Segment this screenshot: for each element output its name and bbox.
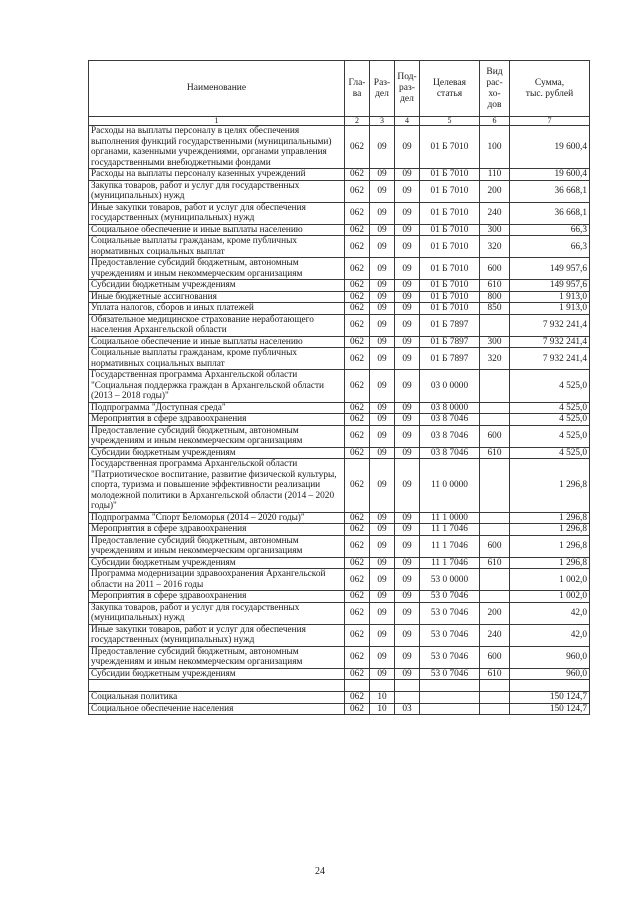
- table-row: [89, 348, 590, 370]
- row-subsection: 09: [395, 524, 420, 536]
- row-name: Мероприятия в сфере здравоохранения: [89, 591, 345, 603]
- row-expense-type: 850: [480, 303, 510, 315]
- row-target: 01 Б 7010: [420, 224, 480, 236]
- row-subsection: 09: [395, 425, 420, 447]
- row-name: Государственная программа Архангельской области "Патриотическое воспитание, развитие физической культуры, спорта, туризма и повышение эффективности реализации молодежной политики в Архангельской области (2014 – 2020 годы)": [89, 459, 345, 513]
- row-target: 03 8 7046: [420, 414, 480, 426]
- table-row: [89, 224, 590, 236]
- row-name: Социальные выплаты гражданам, кроме публичных нормативных социальных выплат: [89, 348, 345, 370]
- row-subsection: 09: [395, 202, 420, 224]
- row-amount: 960,0: [510, 646, 590, 668]
- row-target: 03 8 7046: [420, 425, 480, 447]
- row-amount: 960,0: [510, 668, 590, 680]
- row-section: 09: [370, 557, 395, 569]
- row-section: 09: [370, 336, 395, 348]
- row-name: Социальные выплаты гражданам, кроме публичных нормативных социальных выплат: [89, 236, 345, 258]
- row-chapter: 062: [345, 202, 370, 224]
- row-subsection: 09: [395, 348, 420, 370]
- row-amount: 19 600,4: [510, 126, 590, 169]
- row-expense-type: [480, 314, 510, 336]
- row-expense-type: 600: [480, 258, 510, 280]
- col-header-amount: Сумма, тыс. рублей: [510, 61, 590, 117]
- row-chapter: 062: [345, 414, 370, 426]
- row-name: [89, 680, 345, 692]
- table-row: [89, 336, 590, 348]
- table-row: [89, 692, 590, 704]
- row-target: 01 Б 7010: [420, 236, 480, 258]
- column-number: 5: [420, 117, 480, 126]
- table-row: [89, 280, 590, 292]
- row-target: 53 0 7046: [420, 646, 480, 668]
- row-name: Мероприятия в сфере здравоохранения: [89, 414, 345, 426]
- row-expense-type: [480, 703, 510, 715]
- row-chapter: 062: [345, 703, 370, 715]
- table-row: [89, 557, 590, 569]
- row-name: Обязательное медицинское страхование неработающего населения Архангельской области: [89, 314, 345, 336]
- row-chapter: 062: [345, 524, 370, 536]
- row-name: Закупка товаров, работ и услуг для государственных (муниципальных) нужд: [89, 180, 345, 202]
- budget-table: [88, 60, 590, 715]
- col-header-target: Целевая статья: [420, 61, 480, 117]
- row-section: 09: [370, 303, 395, 315]
- row-subsection: 09: [395, 569, 420, 591]
- row-expense-type: [480, 370, 510, 403]
- row-target: 01 Б 7010: [420, 291, 480, 303]
- row-chapter: 062: [345, 447, 370, 459]
- row-section: 09: [370, 291, 395, 303]
- row-chapter: 062: [345, 591, 370, 603]
- table-row: [89, 602, 590, 624]
- row-section: 09: [370, 591, 395, 603]
- row-subsection: 09: [395, 602, 420, 624]
- row-section: 09: [370, 258, 395, 280]
- row-section: 09: [370, 668, 395, 680]
- row-subsection: [395, 680, 420, 692]
- row-section: 09: [370, 169, 395, 181]
- row-target: 11 0 0000: [420, 459, 480, 513]
- col-header-subsection: Под- раз- дел: [395, 61, 420, 117]
- table-row: [89, 703, 590, 715]
- row-section: 09: [370, 224, 395, 236]
- row-subsection: 09: [395, 512, 420, 524]
- table-row: [89, 414, 590, 426]
- row-name: Расходы на выплаты персоналу в целях обеспечения выполнения функций государственными (муниципальными) органами, казенными учреждениями, органами управления государственными внебюджетными фондами: [89, 126, 345, 169]
- row-expense-type: 600: [480, 425, 510, 447]
- row-amount: 7 932 241,4: [510, 336, 590, 348]
- row-subsection: 09: [395, 459, 420, 513]
- row-amount: 42,0: [510, 602, 590, 624]
- row-chapter: 062: [345, 668, 370, 680]
- row-section: 09: [370, 370, 395, 403]
- row-target: 01 Б 7010: [420, 280, 480, 292]
- row-amount: 42,0: [510, 624, 590, 646]
- row-subsection: 09: [395, 180, 420, 202]
- row-amount: [510, 680, 590, 692]
- row-chapter: 062: [345, 348, 370, 370]
- row-target: 01 Б 7010: [420, 180, 480, 202]
- table-row: [89, 535, 590, 557]
- row-section: 09: [370, 535, 395, 557]
- row-chapter: 062: [345, 569, 370, 591]
- row-section: 09: [370, 624, 395, 646]
- row-name: Иные закупки товаров, работ и услуг для обеспечения государственных (муниципальных) нужд: [89, 202, 345, 224]
- column-number: 7: [510, 117, 590, 126]
- row-expense-type: 200: [480, 602, 510, 624]
- row-expense-type: 320: [480, 348, 510, 370]
- row-subsection: 09: [395, 591, 420, 603]
- table-row: [89, 668, 590, 680]
- table-row: [89, 291, 590, 303]
- table-row: [89, 303, 590, 315]
- row-section: 09: [370, 202, 395, 224]
- row-target: 53 0 7046: [420, 591, 480, 603]
- row-section: [370, 680, 395, 692]
- row-section: 10: [370, 692, 395, 704]
- row-subsection: 09: [395, 557, 420, 569]
- row-expense-type: [480, 692, 510, 704]
- row-subsection: 03: [395, 703, 420, 715]
- column-number-row: [89, 117, 590, 126]
- table-row: [89, 370, 590, 403]
- row-expense-type: 610: [480, 668, 510, 680]
- row-target: 01 Б 7897: [420, 314, 480, 336]
- row-chapter: 062: [345, 624, 370, 646]
- row-expense-type: 200: [480, 180, 510, 202]
- row-chapter: 062: [345, 557, 370, 569]
- row-amount: 4 525,0: [510, 425, 590, 447]
- row-subsection: 09: [395, 668, 420, 680]
- row-name: Подпрограмма "Спорт Беломорья (2014 – 2020 годы)": [89, 512, 345, 524]
- row-amount: 7 932 241,4: [510, 314, 590, 336]
- row-amount: 149 957,6: [510, 258, 590, 280]
- table-row: [89, 646, 590, 668]
- row-target: 01 Б 7010: [420, 169, 480, 181]
- page-number: 24: [315, 866, 325, 877]
- row-chapter: 062: [345, 646, 370, 668]
- row-target: 03 8 0000: [420, 402, 480, 414]
- row-chapter: 062: [345, 303, 370, 315]
- row-name: Закупка товаров, работ и услуг для государственных (муниципальных) нужд: [89, 602, 345, 624]
- row-subsection: [395, 692, 420, 704]
- row-name: Социальное обеспечение и иные выплаты населению: [89, 336, 345, 348]
- row-target: 11 1 0000: [420, 512, 480, 524]
- row-expense-type: [480, 414, 510, 426]
- row-amount: 66,3: [510, 236, 590, 258]
- row-expense-type: 100: [480, 126, 510, 169]
- row-chapter: 062: [345, 224, 370, 236]
- row-amount: 36 668,1: [510, 202, 590, 224]
- column-number: 1: [89, 117, 345, 126]
- row-chapter: [345, 680, 370, 692]
- table-row: [89, 402, 590, 414]
- row-name: Мероприятия в сфере здравоохранения: [89, 524, 345, 536]
- row-target: 03 8 7046: [420, 447, 480, 459]
- row-section: 09: [370, 602, 395, 624]
- row-chapter: 062: [345, 370, 370, 403]
- row-section: 10: [370, 703, 395, 715]
- row-target: 01 Б 7010: [420, 303, 480, 315]
- row-subsection: 09: [395, 447, 420, 459]
- table-row: [89, 236, 590, 258]
- row-expense-type: 610: [480, 280, 510, 292]
- row-name: Государственная программа Архангельской области "Социальная поддержка граждан в Архангельской области (2013 – 2018 годы)": [89, 370, 345, 403]
- row-name: Предоставление субсидий бюджетным, автономным учреждениям и иным некоммерческим организациям: [89, 258, 345, 280]
- row-name: Социальная политика: [89, 692, 345, 704]
- row-target: 53 0 7046: [420, 602, 480, 624]
- row-name: Иные закупки товаров, работ и услуг для обеспечения государственных (муниципальных) нужд: [89, 624, 345, 646]
- row-section: 09: [370, 180, 395, 202]
- row-section: 09: [370, 646, 395, 668]
- row-amount: 7 932 241,4: [510, 348, 590, 370]
- row-section: 09: [370, 414, 395, 426]
- row-chapter: 062: [345, 512, 370, 524]
- row-target: 53 0 0000: [420, 569, 480, 591]
- table-body: [89, 126, 590, 715]
- row-name: Подпрограмма "Доступная среда": [89, 402, 345, 414]
- row-name: Субсидии бюджетным учреждениям: [89, 280, 345, 292]
- row-name: Субсидии бюджетным учреждениям: [89, 447, 345, 459]
- row-target: [420, 692, 480, 704]
- row-amount: 36 668,1: [510, 180, 590, 202]
- col-header-chapter: Гла- ва: [345, 61, 370, 117]
- row-section: 09: [370, 314, 395, 336]
- row-target: 01 Б 7897: [420, 336, 480, 348]
- row-amount: 66,3: [510, 224, 590, 236]
- table-row: [89, 459, 590, 513]
- row-subsection: 09: [395, 336, 420, 348]
- column-number: 4: [395, 117, 420, 126]
- row-expense-type: 240: [480, 202, 510, 224]
- row-section: 09: [370, 569, 395, 591]
- row-amount: 1 002,0: [510, 569, 590, 591]
- row-target: 01 Б 7010: [420, 202, 480, 224]
- row-section: 09: [370, 512, 395, 524]
- row-chapter: 062: [345, 425, 370, 447]
- row-subsection: 09: [395, 402, 420, 414]
- table-row: [89, 202, 590, 224]
- row-amount: 1 296,8: [510, 524, 590, 536]
- row-expense-type: [480, 680, 510, 692]
- row-section: 09: [370, 280, 395, 292]
- row-amount: 150 124,7: [510, 703, 590, 715]
- row-chapter: 062: [345, 336, 370, 348]
- row-chapter: 062: [345, 169, 370, 181]
- row-chapter: 062: [345, 459, 370, 513]
- column-number: 2: [345, 117, 370, 126]
- row-amount: 1 002,0: [510, 591, 590, 603]
- row-chapter: 062: [345, 180, 370, 202]
- row-chapter: 062: [345, 280, 370, 292]
- row-subsection: 09: [395, 236, 420, 258]
- row-expense-type: 110: [480, 169, 510, 181]
- table-row: [89, 512, 590, 524]
- row-amount: 4 525,0: [510, 414, 590, 426]
- row-expense-type: 610: [480, 447, 510, 459]
- row-chapter: 062: [345, 314, 370, 336]
- row-section: 09: [370, 447, 395, 459]
- row-amount: 1 296,8: [510, 535, 590, 557]
- row-subsection: 09: [395, 414, 420, 426]
- row-amount: 150 124,7: [510, 692, 590, 704]
- row-target: 11 1 7046: [420, 524, 480, 536]
- row-expense-type: [480, 459, 510, 513]
- row-section: 09: [370, 425, 395, 447]
- row-amount: 1 913,0: [510, 291, 590, 303]
- row-amount: 1 296,8: [510, 459, 590, 513]
- table-row: [89, 524, 590, 536]
- row-chapter: 062: [345, 692, 370, 704]
- row-section: 09: [370, 126, 395, 169]
- row-expense-type: [480, 524, 510, 536]
- blank-row: [89, 680, 590, 692]
- row-name: Социальное обеспечение населения: [89, 703, 345, 715]
- row-expense-type: [480, 402, 510, 414]
- row-section: 09: [370, 459, 395, 513]
- row-expense-type: 300: [480, 224, 510, 236]
- row-subsection: 09: [395, 646, 420, 668]
- row-target: 53 0 7046: [420, 624, 480, 646]
- header-row: [89, 61, 590, 117]
- row-section: 09: [370, 348, 395, 370]
- row-expense-type: [480, 512, 510, 524]
- column-number: 3: [370, 117, 395, 126]
- row-amount: 4 525,0: [510, 402, 590, 414]
- row-amount: 19 600,4: [510, 169, 590, 181]
- row-name: Иные бюджетные ассигнования: [89, 291, 345, 303]
- row-expense-type: 600: [480, 646, 510, 668]
- row-chapter: 062: [345, 535, 370, 557]
- row-expense-type: [480, 591, 510, 603]
- table-row: [89, 314, 590, 336]
- row-subsection: 09: [395, 258, 420, 280]
- row-target: 11 1 7046: [420, 535, 480, 557]
- row-expense-type: 320: [480, 236, 510, 258]
- table-row: [89, 624, 590, 646]
- row-target: 01 Б 7010: [420, 126, 480, 169]
- row-amount: 1 296,8: [510, 557, 590, 569]
- row-expense-type: 610: [480, 557, 510, 569]
- row-amount: 1 296,8: [510, 512, 590, 524]
- row-section: 09: [370, 402, 395, 414]
- row-name: Субсидии бюджетным учреждениям: [89, 557, 345, 569]
- table-row: [89, 447, 590, 459]
- row-name: Предоставление субсидий бюджетным, автономным учреждениям и иным некоммерческим организациям: [89, 646, 345, 668]
- row-subsection: 09: [395, 370, 420, 403]
- row-expense-type: 600: [480, 535, 510, 557]
- row-section: 09: [370, 236, 395, 258]
- row-chapter: 062: [345, 126, 370, 169]
- row-name: Уплата налогов, сборов и иных платежей: [89, 303, 345, 315]
- row-expense-type: 800: [480, 291, 510, 303]
- row-subsection: 09: [395, 303, 420, 315]
- col-header-expense-type: Вид рас- хо- дов: [480, 61, 510, 117]
- row-amount: 149 957,6: [510, 280, 590, 292]
- col-header-section: Раз- дел: [370, 61, 395, 117]
- table-row: [89, 169, 590, 181]
- col-header-name: Наименование: [89, 61, 345, 117]
- row-name: Субсидии бюджетным учреждениям: [89, 668, 345, 680]
- row-amount: 4 525,0: [510, 447, 590, 459]
- row-amount: 1 913,0: [510, 303, 590, 315]
- row-subsection: 09: [395, 535, 420, 557]
- row-target: [420, 680, 480, 692]
- table-row: [89, 258, 590, 280]
- row-name: Расходы на выплаты персоналу казенных учреждений: [89, 169, 345, 181]
- row-target: 03 0 0000: [420, 370, 480, 403]
- row-chapter: 062: [345, 602, 370, 624]
- row-target: 11 1 7046: [420, 557, 480, 569]
- row-name: Предоставление субсидий бюджетным, автономным учреждениям и иным некоммерческим организациям: [89, 425, 345, 447]
- row-name: Предоставление субсидий бюджетным, автономным учреждениям и иным некоммерческим организациям: [89, 535, 345, 557]
- table-row: [89, 591, 590, 603]
- row-subsection: 09: [395, 314, 420, 336]
- row-subsection: 09: [395, 291, 420, 303]
- row-subsection: 09: [395, 624, 420, 646]
- row-subsection: 09: [395, 280, 420, 292]
- table-row: [89, 425, 590, 447]
- row-expense-type: [480, 569, 510, 591]
- row-target: [420, 703, 480, 715]
- table-row: [89, 126, 590, 169]
- row-subsection: 09: [395, 126, 420, 169]
- row-target: 01 Б 7897: [420, 348, 480, 370]
- row-chapter: 062: [345, 236, 370, 258]
- row-subsection: 09: [395, 224, 420, 236]
- table-row: [89, 180, 590, 202]
- row-section: 09: [370, 524, 395, 536]
- row-name: Социальное обеспечение и иные выплаты населению: [89, 224, 345, 236]
- row-chapter: 062: [345, 258, 370, 280]
- row-expense-type: 240: [480, 624, 510, 646]
- row-target: 53 0 7046: [420, 668, 480, 680]
- row-target: 01 Б 7010: [420, 258, 480, 280]
- row-chapter: 062: [345, 291, 370, 303]
- table-row: [89, 569, 590, 591]
- row-expense-type: 300: [480, 336, 510, 348]
- row-name: Программа модернизации здравоохранения Архангельской области на 2011 – 2016 годы: [89, 569, 345, 591]
- row-subsection: 09: [395, 169, 420, 181]
- column-number: 6: [480, 117, 510, 126]
- row-amount: 4 525,0: [510, 370, 590, 403]
- row-chapter: 062: [345, 402, 370, 414]
